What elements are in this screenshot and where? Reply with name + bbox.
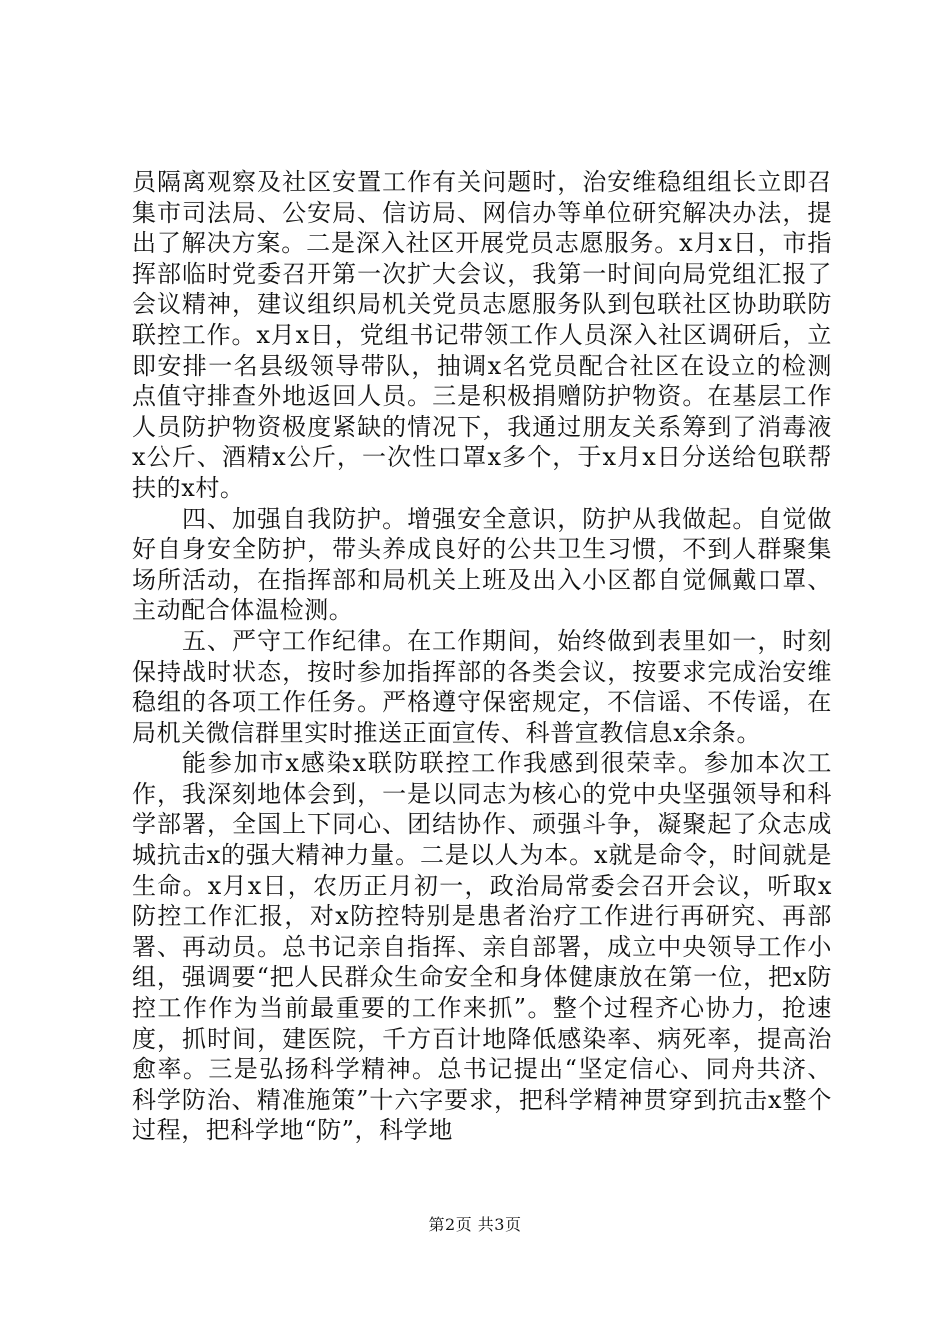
paragraph-4: 能参加市x感染x联防联控工作我感到很荣幸。参加本次工作，我深刻地体会到，一是以同志为核心的党中央坚强领导和科学部署，全国上下同心、团结协作、顽强斗争，凝聚起了众志成城抗击x的强大精神力量。二是以人为本。x就是命令，时间就是生命。x月x日，农历正月初一，政治局常委会召开会议，听取x防控工作汇报，对x防控特别是患者治疗工作进行再研究、再部署、再动员。总书记亲自指挥、亲自部署，成立中央领导工作小组，强调要“把人民群众生命安全和身体健康放在第一位，把x防控工作作为当前最重要的工作来抓”。整个过程齐心协力，抢速度，抓时间，建医院，千方百计地降低感染率、病死率，提高治愈率。三是弘扬科学精神。总书记提出“坚定信心、同舟共济、科学防治、精准施策”十六字要求，把科学精神贯穿到抗击x整个过程，把科学地“防”，科学地	[132, 749, 832, 1145]
page-number-footer: 第2页 共3页	[428, 1215, 522, 1234]
paragraph-3: 五、严守工作纪律。在工作期间，始终做到表里如一，时刻保持战时状态，按时参加指挥部的各类会议，按要求完成治安维稳组的各项工作任务。严格遵守保密规定，不信谣、不传谣，在局机关微信群里实时推送正面宣传、科普宣教信息x余条。	[132, 626, 832, 747]
document-body	[132, 167, 832, 1146]
paragraph-1: 员隔离观察及社区安置工作有关问题时，治安维稳组组长立即召集市司法局、公安局、信访局、网信办等单位研究解决办法，提出了解决方案。二是深入社区开展党员志愿服务。x月x日，市指挥部临时党委召开第一次扩大会议，我第一时间向局党组汇报了会议精神，建议组织局机关党员志愿服务队到包联社区协助联防联控工作。x月x日，党组书记带领工作人员深入社区调研后，立即安排一名县级领导带队，抽调x名党员配合社区在设立的检测点值守排查外地返回人员。三是积极捐赠防护物资。在基层工作人员防护物资极度紧缺的情况下，我通过朋友关系筹到了消毒液x公斤、酒精x公斤，一次性口罩x多个，于x月x日分送给包联帮扶的x村。	[132, 168, 832, 502]
paragraph-2: 四、加强自我防护。增强安全意识，防护从我做起。自觉做好自身安全防护，带头养成良好的公共卫生习惯，不到人群聚集场所活动，在指挥部和局机关上班及出入小区都自觉佩戴口罩、主动配合体温检测。	[132, 504, 832, 625]
